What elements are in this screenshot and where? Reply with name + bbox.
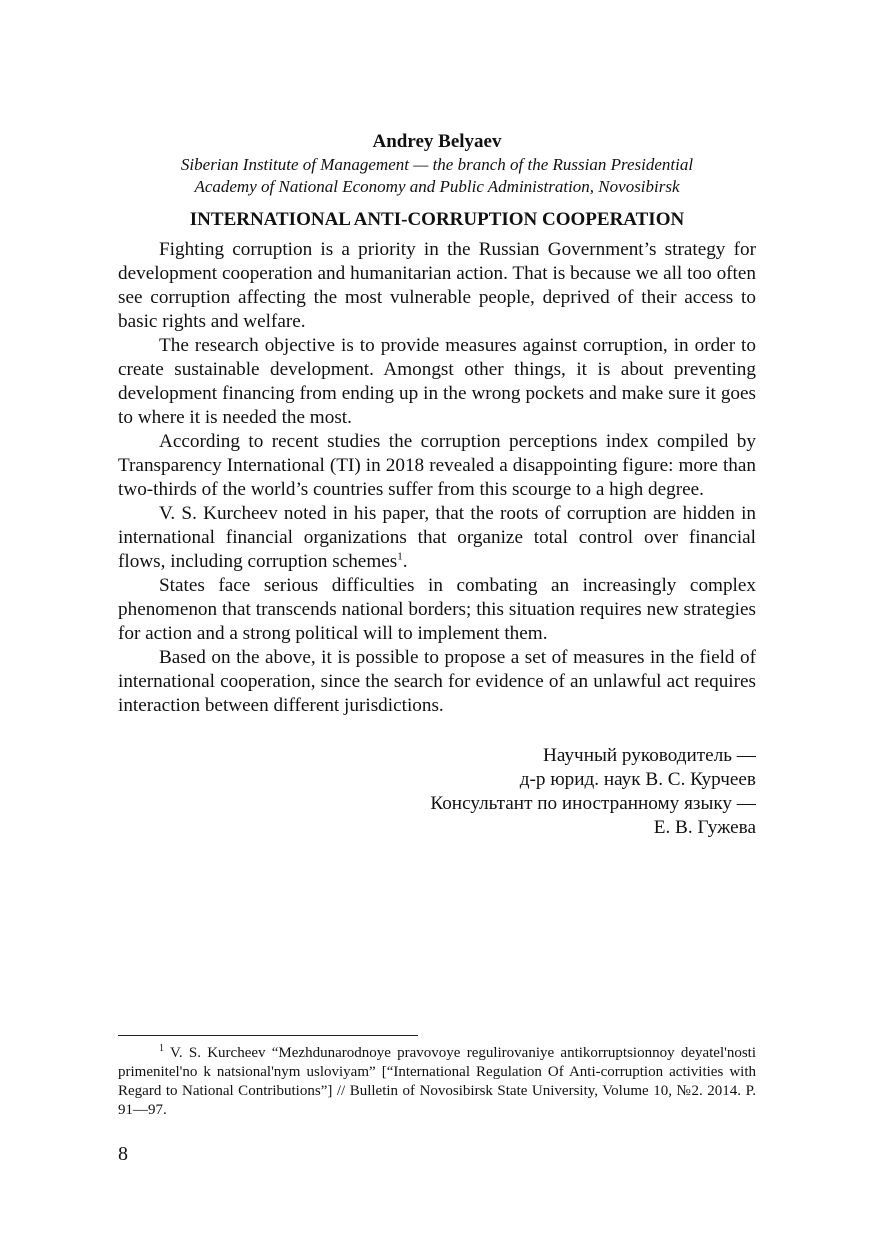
footnote-marker: 1 <box>159 1043 164 1054</box>
affiliation-line-2: Academy of National Economy and Public Administration, Novosibirsk <box>194 177 680 196</box>
paragraph-1: Fighting corruption is a priority in the Russian Government’s strategy for development cooperation and humanitarian action. That is because we all too often see corruption affecting the most vulnerable people, deprived of their access to basic rights and welfare. <box>118 239 756 332</box>
page-number: 8 <box>118 1143 128 1165</box>
paragraph-4 <box>118 502 756 574</box>
author-name: Andrey Belyaev <box>372 131 502 152</box>
footnote-text: V. S. Kurcheev “Mezhdunarodnoye pravovoye regulirovaniye antikorruptsionnoy deyatel'nosti primenitel'no k natsional'nym usloviyam” [“International Regulation Of Anti-corruption activities with Regard to National Contributions”] // Bulletin of Novosibirsk State University, Volume 10, №2. 2014. P. 91—97. <box>118 1045 756 1118</box>
footnote-reference[interactable]: 1 <box>397 550 403 563</box>
paragraph-4-end: . <box>402 551 408 572</box>
footnote-divider <box>118 1035 418 1036</box>
paragraph-4-text: V. S. Kurcheev noted in his paper, that the roots of corruption are hidden in international financial organizations that organize total control over financial flows, including corruption schemes <box>118 503 756 572</box>
article-title: INTERNATIONAL ANTI-CORRUPTION COOPERATION <box>189 209 685 230</box>
signature-line-4: Е. В. Гужева <box>653 817 756 838</box>
paragraph-3: According to recent studies the corruption perceptions index compiled by Transparency International (TI) in 2018 revealed a disappointing figure: more than two-thirds of the world’s countries suffer from this scourge to a high degree. <box>118 431 756 500</box>
signature-line-3: Консультант по иностранному языку — <box>430 793 756 814</box>
paragraph-6: Based on the above, it is possible to propose a set of measures in the field of international cooperation, since the search for evidence of an unlawful act requires interaction between different jurisdictions. <box>118 647 756 716</box>
paragraph-5: States face serious difficulties in combating an increasingly complex phenomenon that transcends national borders; this situation requires new strategies for action and a strong political will to implement them. <box>118 575 756 644</box>
signature-line-1: Научный руководитель — <box>543 745 756 766</box>
footnote <box>118 1044 756 1120</box>
affiliation-line-1: Siberian Institute of Management — the branch of the Russian Presidential <box>180 155 694 174</box>
article <box>118 130 756 840</box>
signature-line-2: д-р юрид. наук В. С. Курчеев <box>519 769 756 790</box>
signature-block <box>118 744 756 840</box>
paragraph-2: The research objective is to provide measures against corruption, in order to create sustainable development. Amongst other things, it is about preventing development financing from ending up in the wrong pockets and make sure it goes to where it is needed the most. <box>118 335 756 428</box>
